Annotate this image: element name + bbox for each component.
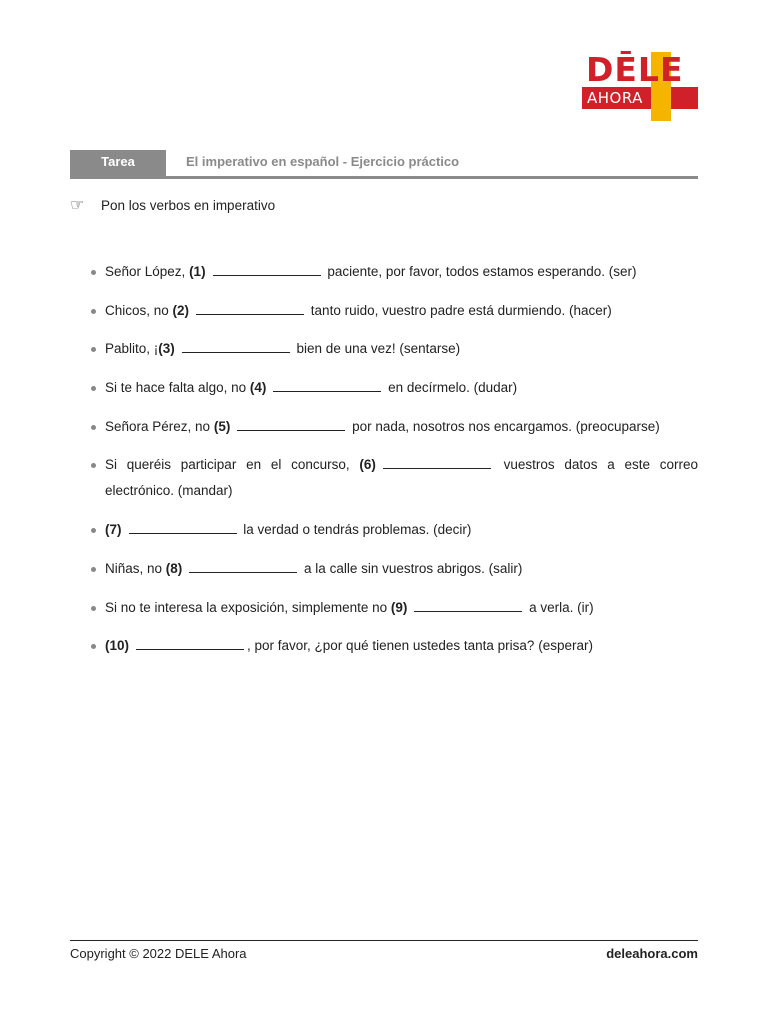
- instruction: [70, 195, 275, 216]
- answer-blank[interactable]: [129, 519, 237, 534]
- exercise-list: [90, 259, 698, 672]
- exercise-number: (3): [158, 341, 175, 357]
- answer-blank[interactable]: [136, 635, 244, 650]
- exercise-item: Pablito, ¡(3) bien de una vez! (sentarse): [90, 336, 698, 362]
- logo-bottom-text: AHORA: [587, 89, 643, 107]
- exercise-item: (10) , por favor, ¿por qué tienen ustedes tanta prisa? (esperar): [90, 633, 698, 659]
- logo-top-text: DĒLE: [586, 50, 684, 89]
- pointing-hand-icon: ☞: [70, 195, 85, 214]
- instruction-text: Pon los verbos en imperativo: [101, 198, 276, 213]
- exercise-number: (6): [359, 457, 376, 473]
- exercise-number: (2): [172, 302, 190, 318]
- exercise-number: (7): [105, 522, 122, 538]
- exercise-item: (7) la verdad o tendrás problemas. (decir): [90, 517, 698, 543]
- exercise-item: Señor López, (1) paciente, por favor, todos estamos esperando. (ser): [90, 259, 698, 285]
- answer-blank[interactable]: [182, 338, 290, 353]
- answer-blank[interactable]: [196, 300, 304, 315]
- answer-blank[interactable]: [237, 416, 345, 431]
- dele-ahora-logo: [582, 52, 698, 122]
- footer-copyright: Copyright © 2022 DELE Ahora: [70, 946, 247, 961]
- answer-blank[interactable]: [414, 597, 522, 612]
- exercise-item: Si queréis participar en el concurso, (6) vuestros datos a este correo electrónico. (mandar): [90, 452, 698, 504]
- exercise-number: (9): [390, 599, 408, 615]
- footer-website-link[interactable]: deleahora.com: [606, 946, 698, 961]
- exercise-number: (1): [189, 264, 206, 279]
- footer-divider: [70, 940, 698, 941]
- answer-blank[interactable]: [213, 261, 321, 276]
- exercise-number: (4): [249, 380, 267, 396]
- exercise-item: Señora Pérez, no (5) por nada, nosotros nos encargamos. (preocuparse): [90, 414, 698, 440]
- exercise-number: (10): [105, 638, 130, 654]
- answer-blank[interactable]: [273, 377, 381, 392]
- answer-blank[interactable]: [383, 454, 491, 469]
- exercise-item: Si te hace falta algo, no (4) en decírmelo. (dudar): [90, 375, 698, 401]
- exercise-item: Si no te interesa la exposición, simplemente no (9) a verla. (ir): [90, 595, 698, 621]
- header-tag: Tarea: [70, 150, 166, 176]
- exercise-item: Chicos, no (2) tanto ruido, vuestro padre está durmiendo. (hacer): [90, 298, 698, 324]
- worksheet-header: [70, 150, 698, 179]
- exercise-number: (8): [165, 560, 183, 576]
- exercise-item: Niñas, no (8) a la calle sin vuestros abrigos. (salir): [90, 556, 698, 582]
- header-title: El imperativo en español - Ejercicio práctico: [186, 154, 460, 169]
- exercise-number: (5): [213, 418, 231, 434]
- answer-blank[interactable]: [189, 558, 297, 573]
